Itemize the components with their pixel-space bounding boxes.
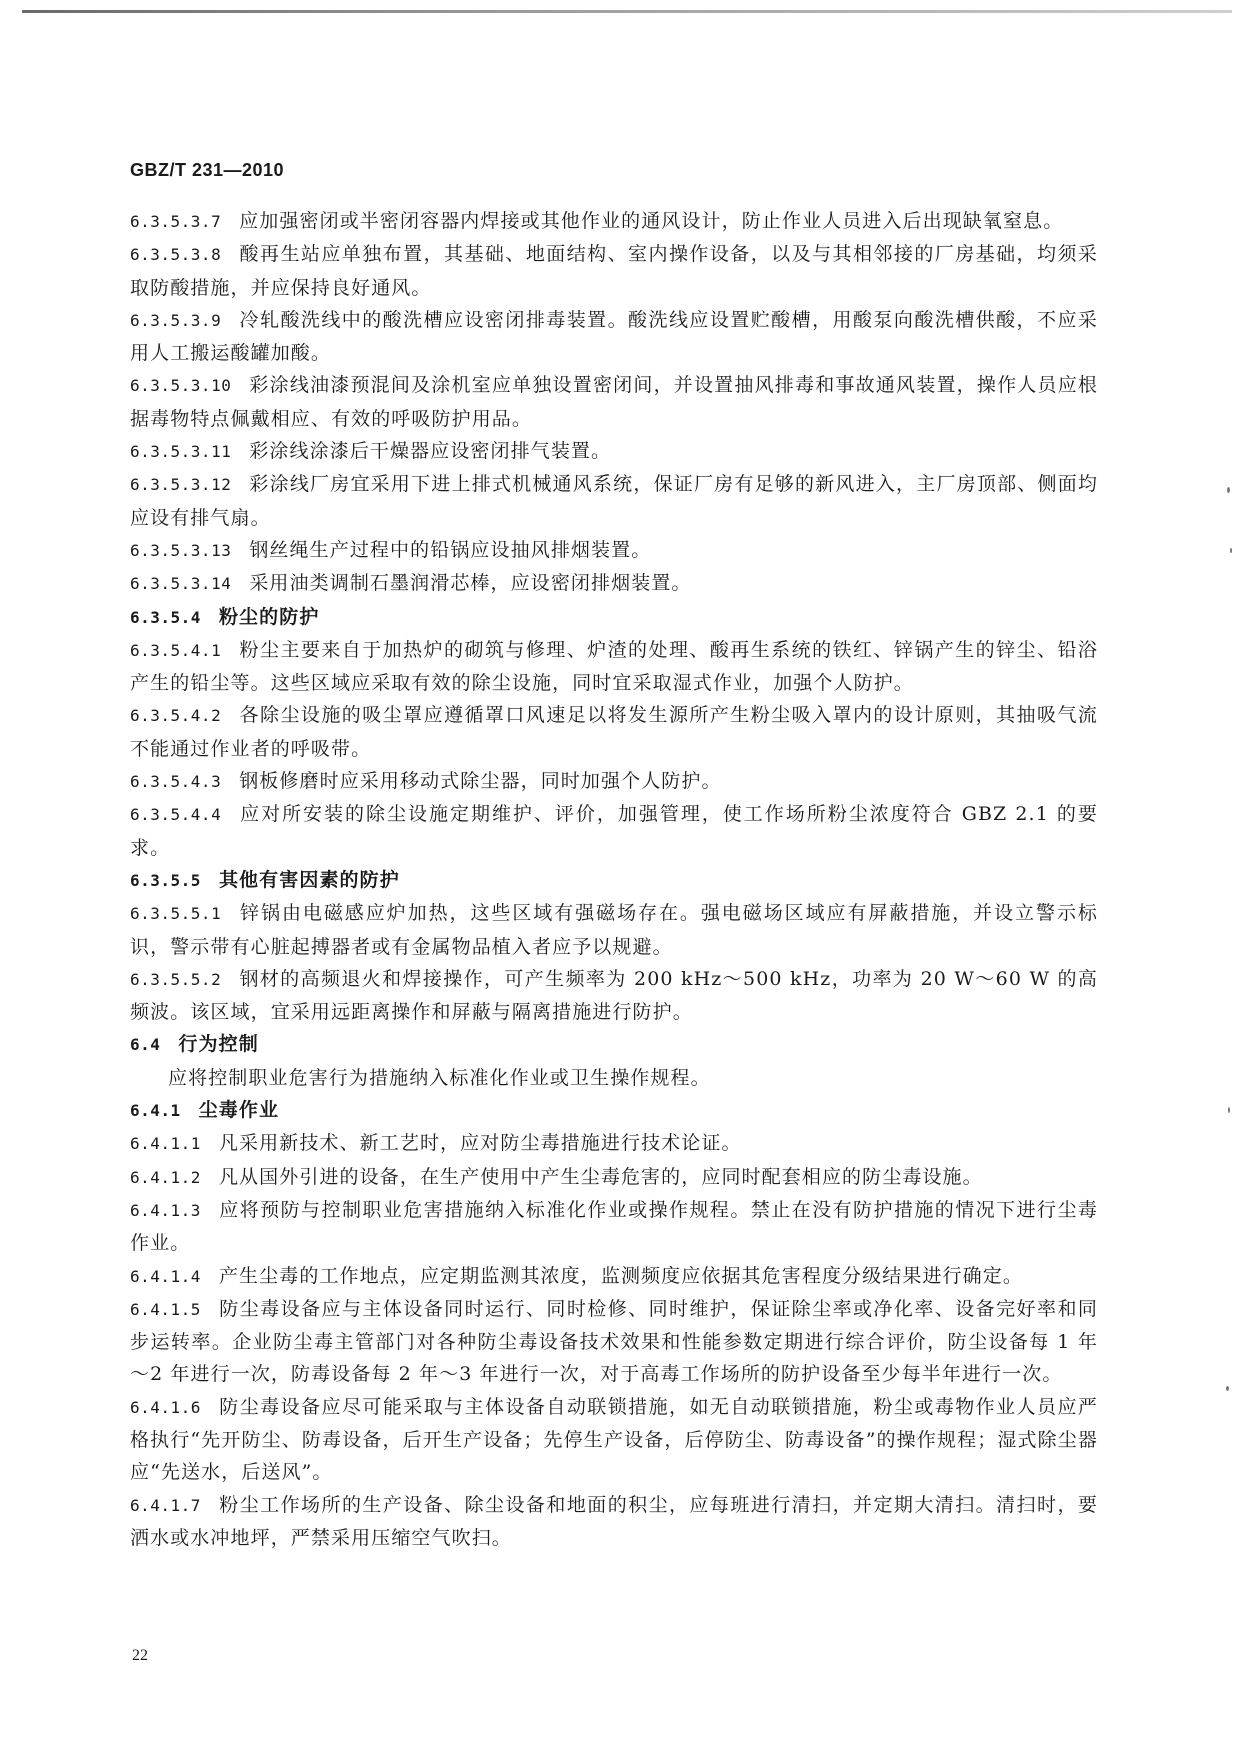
document-body (130, 205, 1098, 1554)
clause-number: 6.4.1.1 (130, 1134, 201, 1154)
clause-number: 6.3.5.3.9 (130, 310, 222, 330)
section-heading (130, 864, 1098, 897)
clause-text: 钢材的高频退火和焊接操作，可产生频率为 200 kHz～500 kHz，功率为 20 W～60 W 的高频波。该区域，宜采用远距离操作和屏蔽与隔离措施进行防护。 (130, 967, 1098, 1024)
clause-number: 6.3.5.3.13 (130, 540, 232, 560)
scan-speck (1228, 1107, 1230, 1113)
clause-number: 6.3.5.4 (130, 607, 201, 627)
clause-number: 6.3.5.4.4 (130, 805, 222, 825)
clause-text: 锌锅由电磁感应炉加热，这些区域有强磁场存在。强电磁场区域应有屏蔽措施，并设立警示标识，警示带有心脏起搏器者或有金属物品植入者应予以规避。 (130, 902, 1098, 958)
clause-text: 采用油类调制石墨润滑芯棒，应设密闭排烟装置。 (249, 572, 692, 595)
clause-number: 6.3.5.5 (130, 870, 201, 890)
clause-number: 6.3.5.3.10 (130, 376, 232, 396)
clause-paragraph (130, 1194, 1098, 1260)
clause-number: 6.3.5.5.2 (130, 969, 222, 989)
top-border-line (22, 10, 1232, 13)
clause-number: 6.4.1.3 (130, 1200, 201, 1220)
clause-paragraph (130, 1293, 1098, 1391)
clause-text: 粉尘主要来自于加热炉的砌筑与修理、炉渣的处理、酸再生系统的铁红、锌锅产生的锌尘、铅浴产生的铅尘等。这些区域应采取有效的除尘设施，同时宜采取湿式作业，加强个人防护。 (130, 638, 1098, 695)
clause-paragraph (130, 699, 1098, 765)
clause-text: 彩涂线涂漆后干燥器应设密闭排气装置。 (249, 440, 612, 463)
clause-paragraph (130, 534, 1098, 567)
clause-text: 应将预防与控制职业危害措施纳入标准化作业或操作规程。禁止在没有防护措施的情况下进行尘毒作业。 (130, 1198, 1098, 1255)
clause-text: 凡从国外引进的设备，在生产使用中产生尘毒危害的，应同时配套相应的防尘毒设施。 (218, 1165, 983, 1188)
clause-text: 产生尘毒的工作地点，应定期监测其浓度，监测频度应依据其危害程度分级结果进行确定。 (218, 1264, 1023, 1287)
clause-number: 6.3.5.5.1 (130, 904, 222, 924)
clause-paragraph (130, 1127, 1098, 1160)
clause-number: 6.3.5.3.14 (130, 574, 232, 594)
clause-text: 各除尘设施的吸尘罩应遵循罩口风速足以将发生源所产生粉尘吸入罩内的设计原则，其抽吸气流不能通过作业者的呼吸带。 (130, 704, 1098, 760)
clause-text: 彩涂线厂房宜采用下进上排式机械通风系统，保证厂房有足够的新风进入，主厂房顶部、侧面均应设有排气扇。 (130, 473, 1098, 529)
clause-paragraph (130, 634, 1098, 700)
clause-paragraph (130, 468, 1098, 534)
clause-text: 应将控制职业危害行为措施纳入标准化作业或卫生操作规程。 (168, 1066, 711, 1089)
clause-paragraph (130, 798, 1098, 864)
clause-paragraph (130, 1062, 1098, 1094)
clause-paragraph (130, 238, 1098, 304)
clause-paragraph (130, 369, 1098, 435)
heading-text: 粉尘的防护 (218, 605, 320, 628)
clause-number: 6.4.1.7 (130, 1495, 201, 1515)
clause-number: 6.4.1.2 (130, 1167, 201, 1187)
clause-paragraph (130, 567, 1098, 600)
clause-number: 6.4.1.6 (130, 1397, 201, 1417)
clause-text: 应对所安装的除尘设施定期维护、评价，加强管理，使工作场所粉尘浓度符合 GBZ 2.1 的要求。 (130, 803, 1098, 859)
section-heading (130, 601, 1098, 634)
clause-text: 酸再生站应单独布置，其基础、地面结构、室内操作设备，以及与其相邻接的厂房基础，均须采取防酸措施，并应保持良好通风。 (130, 243, 1098, 299)
clause-text: 粉尘工作场所的生产设备、除尘设备和地面的积尘，应每班进行清扫，并定期大清扫。清扫时，要洒水或水冲地坪，严禁采用压缩空气吹扫。 (130, 1493, 1098, 1549)
clause-number: 6.3.5.4.2 (130, 706, 222, 726)
clause-number: 6.3.5.3.11 (130, 442, 232, 462)
scan-speck (1226, 1386, 1229, 1391)
clause-text: 防尘毒设备应与主体设备同时运行、同时检修、同时维护，保证除尘率或净化率、设备完好率和同步运转率。企业防尘毒主管部门对各种防尘毒设备技术效果和性能参数定期进行综合评价，防尘设备每 1 年～2 年进行一次，防毒设备每 2 年～3 年进行一次，对于高毒工作场所的防护设备至少每半年进行一次。 (130, 1297, 1098, 1386)
clause-number: 6.4.1.4 (130, 1266, 201, 1286)
clause-number: 6.3.5.3.12 (130, 475, 232, 495)
scan-speck (1227, 487, 1230, 493)
clause-text: 应加强密闭或半密闭容器内焊接或其他作业的通风设计，防止作业人员进入后出现缺氧窒息。 (239, 210, 1064, 232)
clause-paragraph (130, 1391, 1098, 1489)
clause-paragraph (130, 205, 1098, 238)
clause-text: 钢丝绳生产过程中的铅锅应设抽风排烟装置。 (249, 538, 652, 561)
clause-text: 冷轧酸洗线中的酸洗槽应设密闭排毒装置。酸洗线应设置贮酸槽，用酸泵向酸洗槽供酸，不应采用人工搬运酸罐加酸。 (130, 308, 1098, 365)
clause-paragraph (130, 1161, 1098, 1194)
clause-number: 6.4.1 (130, 1101, 181, 1121)
clause-text: 彩涂线油漆预混间及涂机室应单独设置密闭间，并设置抽风排毒和事故通风装置，操作人员应根据毒物特点佩戴相应、有效的呼吸防护用品。 (130, 374, 1098, 430)
clause-paragraph (130, 765, 1098, 798)
clause-paragraph (130, 435, 1098, 468)
section-heading (130, 1094, 1098, 1127)
heading-text: 尘毒作业 (198, 1099, 280, 1122)
clause-paragraph (130, 963, 1098, 1029)
heading-text: 行为控制 (178, 1033, 259, 1056)
clause-text: 钢板修磨时应采用移动式除尘器，同时加强个人防护。 (239, 770, 722, 793)
clause-paragraph (130, 897, 1098, 963)
heading-text: 其他有害因素的防护 (218, 868, 400, 891)
clause-paragraph (130, 1489, 1098, 1555)
clause-number: 6.3.5.3.8 (130, 245, 222, 265)
clause-number: 6.4 (130, 1035, 161, 1055)
clause-number: 6.3.5.4.3 (130, 772, 222, 792)
standard-code-header: GBZ/T 231—2010 (130, 160, 285, 180)
section-heading (130, 1028, 1098, 1061)
page-number: 22 (132, 1647, 148, 1664)
clause-number: 6.3.5.4.1 (130, 640, 222, 660)
scan-speck (1230, 548, 1232, 553)
clause-text: 凡采用新技术、新工艺时，应对防尘毒措施进行技术论证。 (218, 1132, 742, 1155)
clause-paragraph (130, 1260, 1098, 1293)
clause-text: 防尘毒设备应尽可能采取与主体设备自动联锁措施，如无自动联锁措施，粉尘或毒物作业人员应严格执行“先开防尘、防毒设备，后开生产设备；先停生产设备，后停防尘、防毒设备”的操作规程；湿式除尘器应“先送水，后送风”。 (130, 1395, 1098, 1484)
clause-number: 6.4.1.5 (130, 1299, 201, 1319)
clause-number: 6.3.5.3.7 (130, 212, 222, 231)
clause-paragraph (130, 304, 1098, 370)
